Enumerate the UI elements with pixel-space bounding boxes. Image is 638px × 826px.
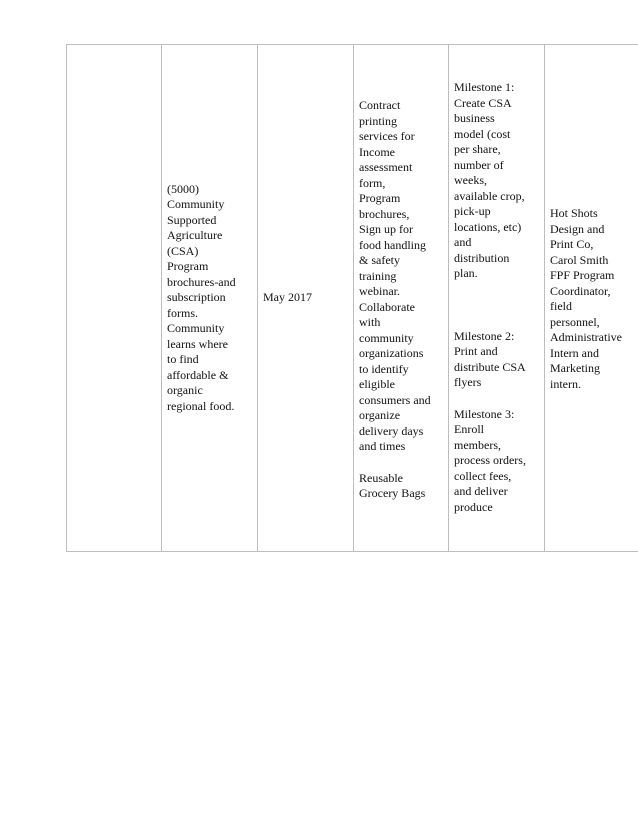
milestone-1-text: Milestone 1: Create CSA business model (cost per share, number of weeks, available crop, pick-up locations, etc) and distribution plan. <box>454 80 525 280</box>
empty-cell <box>67 45 162 552</box>
milestones-content <box>454 80 539 515</box>
objective-cell <box>162 45 258 552</box>
project-plan-table <box>66 44 638 552</box>
responsible-text: Hot Shots Design and Print Co, Carol Smith FPF Program Coordinator, field personnel, Administrative Intern and Marketing intern. <box>550 206 622 391</box>
milestones-cell <box>449 45 545 552</box>
activities-text: Contract printing services for Income assessment form, Program brochures, Sign up for food handling & safety training webinar. Collaborate with community organizations to identify eligible consumers and organize delivery days and times <box>359 98 431 454</box>
date-cell <box>258 45 354 552</box>
milestone-3-text: Milestone 3: Enroll members, process orders, collect fees, and deliver produce <box>454 406 526 514</box>
milestone-2-text: Milestone 2: Print and distribute CSA flyers <box>454 328 526 389</box>
reusable-bags-text: Reusable Grocery Bags <box>359 470 426 501</box>
objective-text: (5000) Community Supported Agriculture (CSA) Program brochures-and subscription forms. Community learns where to find affordable & organic regional food. <box>167 181 236 413</box>
activities-cell <box>354 45 449 552</box>
table-row <box>67 45 638 552</box>
date-text: May 2017 <box>263 290 312 305</box>
activities-content <box>359 94 443 502</box>
responsible-cell <box>545 45 638 552</box>
